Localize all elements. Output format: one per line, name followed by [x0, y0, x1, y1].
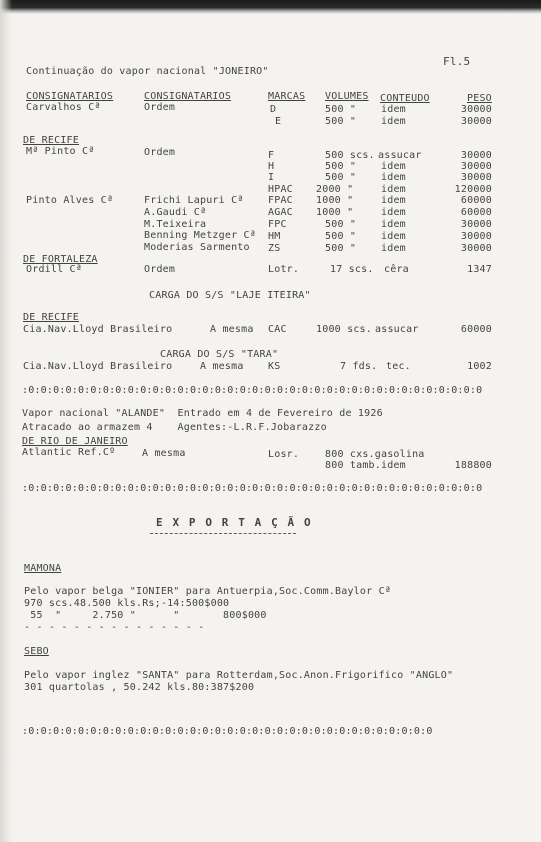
content-cell: idem [381, 161, 406, 172]
consignee-cell: Ordill Cª [26, 264, 82, 275]
separator-line: :0:0:0:0:0:0:0:0:0:0:0:0:0:0:0:0:0:0:0:0:0:0:0:0:0:0:0:0:0:0:0:0:0:0:0:0:0 [22, 385, 483, 396]
column-header-marks: MARCAS [268, 91, 306, 102]
consignee-cell: Cia.Nav.Lloyd Brasileiro [23, 361, 173, 372]
column-header-consignees: CONSIGNATARIOS [26, 91, 114, 102]
weight-cell: 60000 [460, 324, 492, 335]
weight-cell: 30000 [460, 219, 492, 230]
column-header-weight: PESO [467, 93, 492, 104]
volume-cell: 500 " [325, 161, 357, 172]
cargo-line-1: 800 cxs.gasolina [325, 449, 425, 460]
sebo-line-1: Pelo vapor inglez "SANTA" para Rotterdam,Soc.Anon.Frigorifico "ANGLO" [24, 670, 454, 681]
vapor-origin: DE RIO DE JANEIRO [22, 436, 128, 447]
mark-cell: HM [268, 231, 281, 242]
shipper-cell: A.Gaudi Cª [144, 207, 207, 218]
weight-cell: 120000 [454, 184, 492, 195]
mamona-line-3: 55 " 2.750 " " 800$000 [24, 610, 267, 621]
section-origin-recife: DE RECIFE [23, 135, 79, 146]
weight-cell: 30000 [460, 161, 492, 172]
mamona-line-2: 970 scs.48.500 kls.Rs;-14:500$000 [24, 598, 230, 609]
weight-cell: 30000 [460, 172, 492, 183]
mark-cell: Lotr. [268, 264, 300, 275]
volume-cell: 500 " [325, 172, 357, 183]
mark-cell: I [268, 172, 275, 183]
weight-cell: 30000 [460, 104, 492, 115]
mamona-heading: MAMONA [24, 563, 62, 574]
weight-cell: 30000 [460, 116, 492, 127]
mark-cell: F [268, 150, 275, 161]
volume-cell: 17 scs. [330, 264, 374, 275]
volume-cell: 7 fds. [340, 361, 378, 372]
mark-cell: Losr. [268, 449, 300, 460]
volume-cell: 500 " [325, 104, 357, 115]
export-heading: E X P O R T A Ç Ã O [156, 516, 313, 529]
shipper-cell: Moderias Sarmento [144, 242, 250, 253]
mark-cell: H [268, 161, 275, 172]
shipper-cell: M.Teixeira [144, 219, 207, 230]
cargo1-origin: DE RECIFE [23, 312, 79, 323]
column-header-volumes: VOLUMES [325, 91, 369, 102]
consignee-cell: Mª Pinto Cª [26, 146, 95, 157]
mamona-line-1: Pelo vapor belga "IONIER" para Antuerpia,Soc.Comm.Baylor Cª [24, 586, 392, 597]
separator-line: :0:0:0:0:0:0:0:0:0:0:0:0:0:0:0:0:0:0:0:0:0:0:0:0:0:0:0:0:0:0:0:0:0 [22, 726, 433, 737]
weight-cell: 60000 [460, 207, 492, 218]
page-number: Fl.5 [443, 55, 471, 68]
content-cell: idem [381, 104, 406, 115]
volume-cell: 500 scs. [325, 150, 375, 161]
shipper-cell: Benning Metzger Cª [144, 230, 256, 241]
shipper-cell: A mesma [210, 324, 254, 335]
mark-cell: FPC [268, 219, 287, 230]
content-cell: assucar [378, 150, 422, 161]
content-cell: idem [381, 195, 406, 206]
vapor-agents-line: Atracado ao armazem 4 Agentes:-L.R.F.Jobarazzo [22, 422, 327, 433]
volume-cell: 2000 " [316, 184, 354, 195]
section-origin-fortaleza: DE FORTALEZA [23, 254, 98, 265]
content-cell: assucar [375, 324, 419, 335]
content-cell: idem [381, 219, 406, 230]
column-header-contents: CONTEUDO [380, 93, 430, 104]
content-cell: idem [381, 231, 406, 242]
scan-left-edge [0, 0, 12, 842]
vapor-entry-line: Vapor nacional "ALANDE" Entrado em 4 de Fevereiro de 1926 [22, 408, 383, 419]
column-header-shippers: CONSIGNATARIOS [144, 91, 232, 102]
mark-cell: FPAC [268, 195, 293, 206]
mark-cell: HPAC [268, 184, 293, 195]
document-title: Continuação do vapor nacional "JONEIRO" [26, 66, 269, 77]
weight-cell: 30000 [460, 243, 492, 254]
shipper-cell: A mesma [200, 361, 244, 372]
cargo-line-2: 800 tamb.idem [325, 460, 406, 471]
weight-cell: 1002 [467, 361, 492, 372]
consignee-cell: Carvalhos Cª [26, 102, 101, 113]
consignee-cell: Cia.Nav.Lloyd Brasileiro [23, 324, 173, 335]
consignee-cell: Atlantic Ref.Cº [22, 447, 116, 458]
content-cell: idem [381, 172, 406, 183]
export-underline [150, 533, 296, 534]
weight-cell: 1347 [467, 264, 492, 275]
sebo-line-2: 301 quartolas , 50.242 kls.80:387$200 [24, 682, 255, 693]
content-cell: cêra [384, 264, 409, 275]
volume-cell: 500 " [325, 219, 357, 230]
shipper-cell: Ordem [144, 264, 176, 275]
mark-cell: ZS [268, 243, 281, 254]
volume-cell: 500 " [325, 243, 357, 254]
volume-cell: 500 " [325, 231, 357, 242]
content-cell: tec. [386, 361, 411, 372]
mark-cell: D [270, 104, 277, 115]
mamona-dashes: - - - - - - - - - - - - - - - [24, 622, 205, 633]
shipper-cell: Ordem [144, 102, 176, 113]
cargo-title-1: CARGA DO S/S "LAJE ITEIRA" [149, 290, 311, 301]
weight-cell: 30000 [460, 150, 492, 161]
shipper-cell: Ordem [144, 147, 176, 158]
mark-cell: E [275, 116, 282, 127]
content-cell: idem [381, 243, 406, 254]
volume-cell: 1000 " [316, 195, 354, 206]
mark-cell: KS [268, 361, 281, 372]
volume-cell: 1000 scs. [316, 324, 372, 335]
content-cell: idem [381, 116, 406, 127]
scan-top-edge [0, 0, 541, 14]
cargo-title-2: CARGA DO S/S "TARA" [160, 349, 279, 360]
consignee-cell: Pinto Alves Cª [26, 195, 114, 206]
mark-cell: AGAC [268, 207, 293, 218]
shipper-cell: A mesma [142, 448, 186, 459]
mark-cell: CAC [268, 324, 287, 335]
sebo-heading: SEBO [24, 646, 49, 657]
weight-cell: 188800 [454, 460, 492, 471]
content-cell: idem [381, 184, 406, 195]
separator-line: :0:0:0:0:0:0:0:0:0:0:0:0:0:0:0:0:0:0:0:0:0:0:0:0:0:0:0:0:0:0:0:0:0:0:0:0:0 [22, 483, 483, 494]
shipper-cell: Frichi Lapuri Cª [144, 195, 244, 206]
volume-cell: 500 " [325, 116, 357, 127]
weight-cell: 30000 [460, 231, 492, 242]
content-cell: idem [381, 207, 406, 218]
weight-cell: 60000 [460, 195, 492, 206]
volume-cell: 1000 " [316, 207, 354, 218]
